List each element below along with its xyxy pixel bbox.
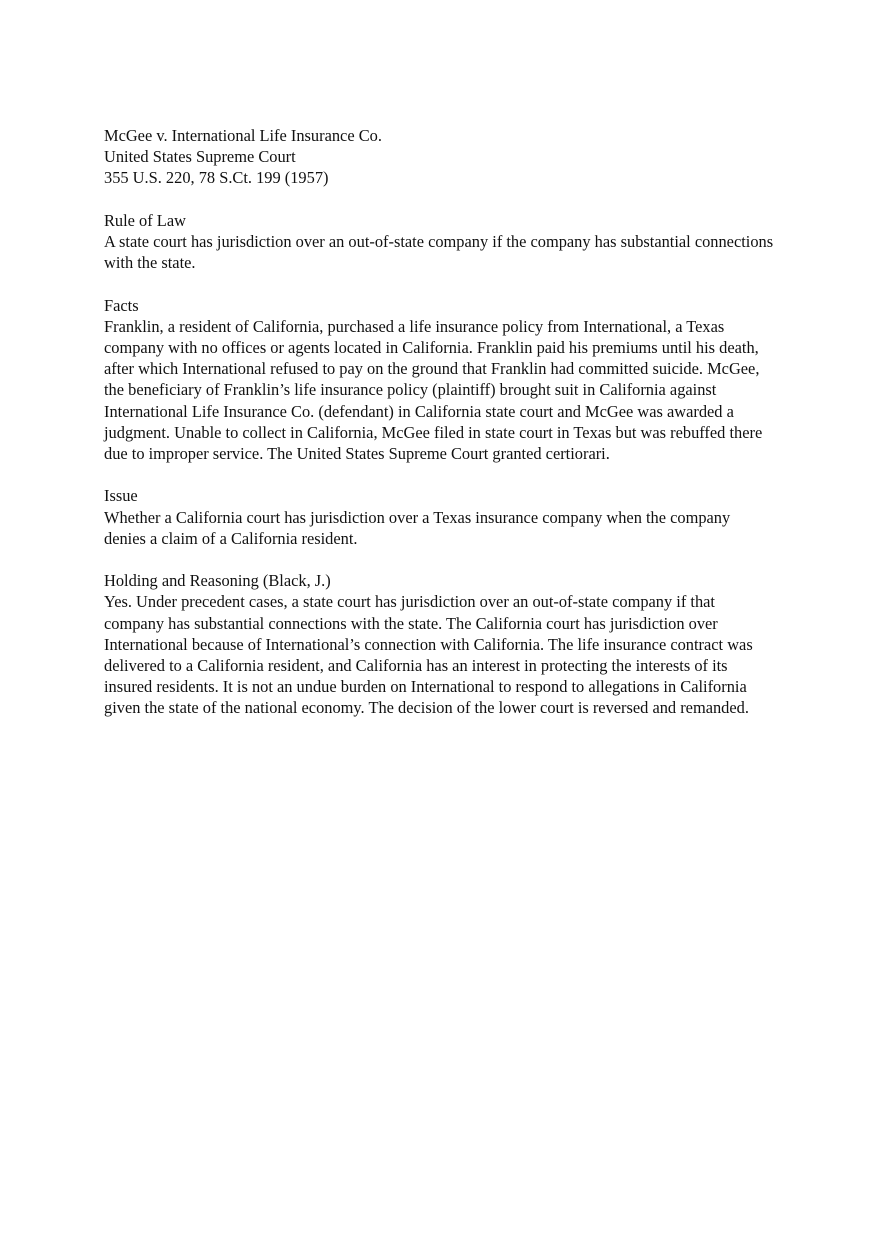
case-citation: 355 U.S. 220, 78 S.Ct. 199 (1957) (104, 168, 329, 188)
issue-text: Whether a California court has jurisdiction over a Texas insurance company when the company denies a claim of a California resident. (104, 507, 731, 548)
court-name: United States Supreme Court (104, 147, 296, 167)
case-title: McGee v. International Life Insurance Co. (104, 126, 382, 145)
facts-text: Franklin, a resident of California, purchased a life insurance policy from International, a Texas company with no offices or agents located in California. Franklin paid his premiums until his death, after which International refused to pay on the ground that Franklin had committed suicide. McGee, the beneficiary of Franklin’s life insurance policy (plaintiff) brought suit in California against International Life Insurance Co. (defendant) in California state court and McGee was awarded a judgment. Unable to collect in California, McGee filed in state court in Texas but was rebuffed there due to improper service. The United States Supreme Court granted certiorari. (104, 316, 763, 464)
case-header (104, 125, 776, 189)
issue-section (104, 485, 776, 549)
holding-text: Yes. Under precedent cases, a state court has jurisdiction over an out-of-state company if that company has substantial connections with the state. The California court has jurisdiction over International because of International’s connection with California. The life insurance contract was delivered to a California resident, and California has an interest in protecting the interests of its insured residents. It is not an undue burden on International to respond to allegations in California given the state of the national economy. The decision of the lower court is reversed and remanded. (104, 592, 753, 718)
case-brief (104, 125, 776, 740)
facts-heading: Facts (104, 295, 139, 315)
facts-section (104, 295, 776, 465)
holding-section (104, 570, 776, 718)
holding-heading: Holding and Reasoning (Black, J.) (104, 571, 331, 591)
rule-of-law-section (104, 210, 776, 274)
issue-heading: Issue (104, 486, 138, 506)
rule-of-law-heading: Rule of Law (104, 210, 186, 230)
rule-of-law-text: A state court has jurisdiction over an out-of-state company if the company has substantial connections with the state. (104, 232, 774, 273)
